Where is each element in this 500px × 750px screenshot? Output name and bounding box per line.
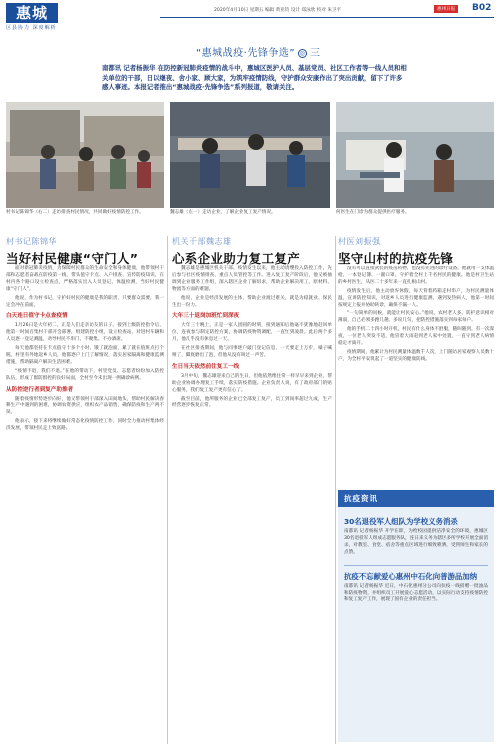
body-paragraph: 疫情发生后，他主动放弃休假，每天背着药箱走村串户，为村民测量体温，宣讲防控知识，对返乡人员进行健康监测。遇到发热病人，他第一时间按规定上报并协助转诊，确保不漏一人。 xyxy=(338,288,494,308)
intro-paragraph: 南都讯 记者杨振华 在防控新冠肺炎疫情的战斗中，惠城区医护人员、基层党员、社区工作者等一线人员和相关单位的干部，日以继夜、舍小家、顾大家，为筑牢疫情防线，守护群众安康作出了突出贡献，留下了许多感人事迹。本报记者推出“惠城战疫·先锋争选”系列报道，敬请关注。 xyxy=(102,64,407,92)
body-paragraph: 他说，作为村书记，守护好村民的健康是我的职责，只要群众需要，我一定会冲在前面。 xyxy=(6,295,164,308)
photo-row xyxy=(6,102,494,208)
photo-caption: 何医生在门诊为群众提供医疗服务。 xyxy=(336,210,410,215)
body-paragraph: 他的手机二十四小时开机，村民有什么身体不舒服，随叫随到。有一次深夜，一位老人突发不适，他冒着大雨赶到老人家中处置，一直守到老人病情稳定才离开。 xyxy=(338,327,494,347)
body-paragraph: 随着疫情形势逐步向好，他又带领村干部深入田间地头，帮助村民解决春耕生产中遇到的困难，协调农资供应，组织农产品销售，确保防疫和生产两不误。 xyxy=(6,396,164,416)
photo-caption: 魏志雄（左一）走访企业，了解企业复工复产情况。 xyxy=(170,210,276,215)
photo-village-secretary xyxy=(6,102,164,208)
news-item-divider xyxy=(344,565,488,566)
body-paragraph: 他表示，接下来将继续做好常态化疫情防控工作，同时全力推动村集体经济发展，带领村民走上致富路。 xyxy=(6,419,164,432)
article-headline: 心系企业助力复工复产 xyxy=(172,251,301,266)
body-paragraph: 3月中旬，魏志雄迎来自己的生日，但他依然像往常一样早早来到企业，帮助企业协调办理复工手续，落实防疫措施。企业负责人说，有了政府部门的贴心服务，我们复工复产更有信心了。 xyxy=(172,373,332,393)
news-item-title: 30名退役军人组队为学校义务消杀 xyxy=(344,517,458,526)
body-paragraph: “疫情不退，我们不退。”在他的带动下，村里党员、志愿者纷纷加入防控队伍，形成了群防群控的良好局面，全村至今未出现一例确诊病例。 xyxy=(6,368,164,381)
news-item-title: 抗疫不忘献爱心惠州中石化向普游品加纳 xyxy=(344,571,478,581)
issue-meta: 2020年4月10日 星期五 编辑 黄亚钧 设计 郑泳欣 校对 朱卫平 xyxy=(214,8,342,13)
body-paragraph: 面对新冠肺炎疫情，为保障村民群众的生命安全和身体健康，他带领村干部和志愿者奋战在防疫第一线，带头值守卡点、入户排查、宣传防疫知识，在村内各个路口设立检查点，严格落实出入人员登记、体温检测，当好村民健康“守门人”。 xyxy=(6,266,164,292)
article-headline: 坚守山村的抗疫先锋 xyxy=(338,251,454,266)
body-paragraph: “一句简单的问候，就能让村民安心。”他说，农村老人多、防护意识相对薄弱，自己必须多跑几趟、多说几句，把防控措施落实到每家每户。 xyxy=(338,311,494,324)
body-paragraph: 在社区排查期间，他与同事逐户敲门登记信息，一天要走上万步，嗓子喊哑了，脚底磨出了泡，但他从没有叫过一声苦。 xyxy=(172,346,332,358)
body-paragraph: 没有可以直接武装的疫苗药物，也没有先进的诊疗设备，他就用一支体温枪、一本登记簿、一副口罩，守护着全村上千名村民的健康。他是村卫生站的乡村医生，从医二十多年来一直扎根山村。 xyxy=(338,266,494,285)
section-slogan: 区县协力 深度解析 xyxy=(6,25,57,31)
body-paragraph: 魏志雄是惠城区机关干部。疫情发生以来，他主动请缨投入防控工作，先后参与社区疫情排查、重点人员管控等工作。进入复工复产阶段后，他又被抽调到企业服务工作组，深入辖区企业了解诉求，帮助企业解决用工、原材料、物流等方面的难题。 xyxy=(172,266,332,292)
news-box-heading: 抗疫资讯 xyxy=(338,490,494,507)
photo-cadre-enterprise xyxy=(170,102,330,208)
article-head xyxy=(172,236,332,267)
news-item-text: 南都讯 记者杨振华 开学在即，为给校园提供洁净安全的环境，惠城区30名退役军人组成志愿服务队，连日来义务为辖区多所学校开展全面消杀，对教室、食堂、宿舍等重点区域进行细致喷洒，受到师生和家长的点赞。 xyxy=(344,529,488,555)
article-head xyxy=(6,236,164,267)
series-mark-icon: ◎ xyxy=(299,49,306,57)
article-kicker: 机关干部魏志雄 xyxy=(172,237,232,246)
body-paragraph: 大年三十晚上，正是一家人团圆的时刻，接到通知后他毫不犹豫地赶回单位，连夜参与制定防控方案，协调防疫物资调配，一直忙到凌晨。此后两个多月，他几乎没有休息过一天。 xyxy=(172,323,332,343)
series-mark-right: 三 xyxy=(310,48,321,59)
section-subhead: 白天连日值守卡点查疫情 xyxy=(6,313,68,320)
section-subhead: 大年三十返岗加班忙到深夜 xyxy=(172,313,240,320)
article-body xyxy=(172,266,332,744)
masthead xyxy=(0,0,500,34)
article-body xyxy=(6,266,164,744)
news-item-text: 南都讯 记者杨振华 近日，中石化惠州分公司向抗疫一线捐赠一批油品和防疫物资，并组织员工开展爱心志愿活动，以实际行动支持疫情防控和复工复产工作，展现了国有企业的责任担当。 xyxy=(344,583,488,603)
body-paragraph: 他说，企业是经济发展的主体，帮助企业渡过难关，就是为稳就业、保民生出一份力。 xyxy=(172,295,332,308)
series-title-text: “惠城战疫·先锋争选” xyxy=(196,48,296,59)
header-rule xyxy=(160,17,494,18)
body-paragraph: 截至目前，他所服务的企业已全部复工复产，员工到岗率超过九成，生产经营逐步恢复正常。 xyxy=(172,396,332,409)
photo-village-doctor xyxy=(336,102,494,208)
section-subhead: 生日当天依然前往复工一线 xyxy=(172,363,240,370)
body-paragraph: 疫情期间，他累计为村民测量体温数千人次，上门随访居家观察人员数十户，为全村平安筑起了一道坚实的健康防线。 xyxy=(338,349,494,362)
paper-tag: 惠州日报 xyxy=(434,5,458,13)
photo-caption: 村书记陈锦华（右二）走访排查村民情况，共同做好疫情防控工作。 xyxy=(6,210,144,215)
section-subhead: 从防控逆行者到复产助推者 xyxy=(6,386,74,393)
article-kicker: 村书记陈锦华 xyxy=(6,237,57,246)
body-paragraph: 每天他都坚持在卡点值守十多个小时，饿了就泡面，累了就在值班点打个盹。村里有外地返乡人员，他都逐户上门了解情况，落实居家隔离和健康监测措施，帮助隔离户解决生活困难。 xyxy=(6,346,164,365)
body-paragraph: 1月26日是大年初二，正是人们走亲访友的日子。接到上级防控指令后，他第一时间召集村干部开会部署，组建防控小组，设立检查站，对进村车辆和人员逐一登记测温，劝导村民不串门、不聚集、不办酒席。 xyxy=(6,323,164,343)
section-name: 惠城 xyxy=(6,3,58,23)
column-divider xyxy=(335,236,336,744)
article-kicker: 村医刘振强 xyxy=(338,237,381,246)
article-head xyxy=(338,236,494,267)
news-box xyxy=(338,490,494,742)
column-divider xyxy=(167,236,168,744)
page-number: B02 xyxy=(472,3,492,13)
series-title xyxy=(196,44,321,59)
article-headline: 当好村民健康“守门人” xyxy=(6,251,139,266)
article-body xyxy=(338,266,494,486)
